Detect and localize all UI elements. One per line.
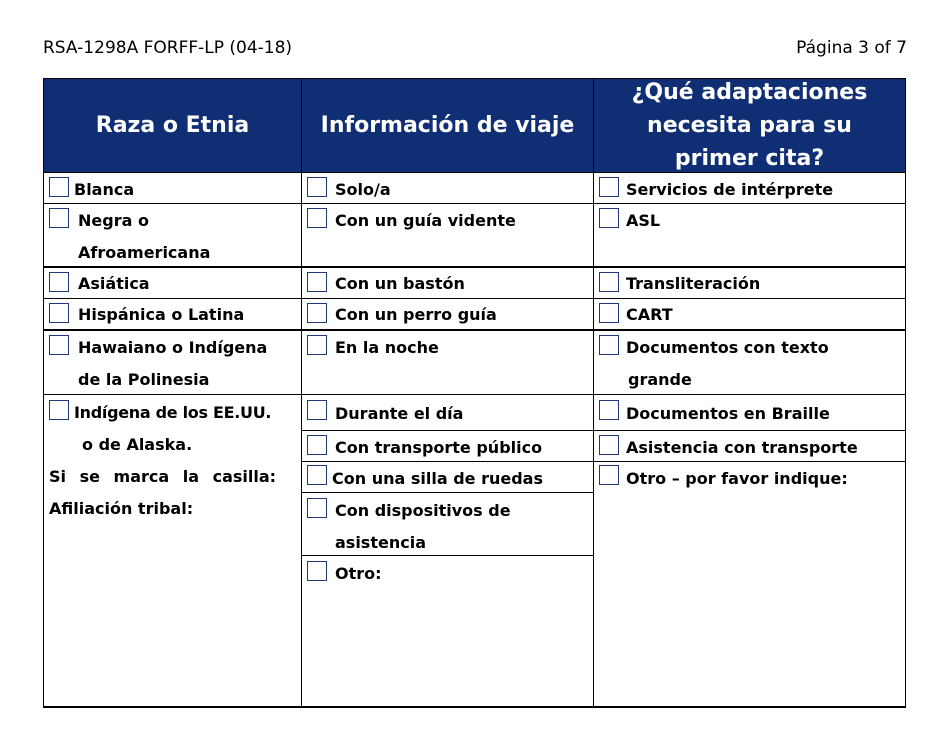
- option-label: Blanca: [74, 180, 135, 199]
- travel-option-otro[interactable]: [302, 556, 593, 706]
- option-label: Asiática: [78, 274, 150, 293]
- travel-option-transporte-publico[interactable]: [302, 431, 593, 461]
- option-label: Transliteración: [626, 274, 761, 293]
- column-header-accommodations: ¿Qué adaptaciones necesita para su primer cita?: [593, 79, 905, 172]
- option-label: Documentos con texto: [626, 338, 829, 357]
- checkbox[interactable]: [49, 208, 69, 228]
- option-label: ASL: [626, 211, 661, 230]
- checkbox[interactable]: [307, 498, 327, 518]
- race-option-asiatica[interactable]: [44, 267, 301, 298]
- checkbox[interactable]: [599, 335, 619, 355]
- option-label-line2: de la Polinesia: [78, 370, 210, 389]
- option-label: Con dispositivos de: [335, 501, 511, 520]
- option-label: Hispánica o Latina: [78, 305, 245, 324]
- option-label: Hawaiano o Indígena: [78, 338, 268, 357]
- checkbox[interactable]: [307, 400, 327, 420]
- checkbox[interactable]: [599, 208, 619, 228]
- race-option-indigena[interactable]: [44, 395, 301, 706]
- travel-option-guia-vidente[interactable]: [302, 203, 593, 266]
- checkbox[interactable]: [307, 465, 327, 485]
- checkbox[interactable]: [307, 303, 327, 323]
- checkbox[interactable]: [599, 177, 619, 197]
- checkbox[interactable]: [599, 400, 619, 420]
- accommodations-column: [594, 172, 905, 706]
- race-option-blanca[interactable]: [44, 172, 301, 203]
- checkbox[interactable]: [599, 435, 619, 455]
- option-label: En la noche: [335, 338, 439, 357]
- travel-option-silla-ruedas[interactable]: [302, 462, 593, 492]
- checkbox[interactable]: [49, 335, 69, 355]
- checkbox[interactable]: [307, 208, 327, 228]
- checkbox[interactable]: [307, 335, 327, 355]
- form-id: RSA-1298A FORFF-LP (04-18): [43, 38, 293, 58]
- accommodation-option-transliteracion[interactable]: [594, 267, 905, 298]
- option-label: Documentos en Braille: [626, 404, 830, 423]
- option-label: Asistencia con transporte: [626, 438, 858, 457]
- option-label: CART: [626, 305, 673, 324]
- option-label: Otro – por favor indique:: [626, 469, 848, 488]
- column-header-race: Raza o Etnia: [44, 79, 301, 172]
- page-number: Página 3 of 7: [796, 38, 907, 58]
- option-label: Indígena de los EE.UU.: [74, 403, 272, 422]
- accommodation-option-asistencia-transporte[interactable]: [594, 431, 905, 461]
- option-label: Negra o: [78, 211, 149, 230]
- checkbox[interactable]: [599, 303, 619, 323]
- option-label: Servicios de intérprete: [626, 180, 834, 199]
- option-label: Durante el día: [335, 404, 464, 423]
- option-label-line2: asistencia: [335, 533, 426, 552]
- option-label: Con un guía vidente: [335, 211, 516, 230]
- option-label-line2: Afroamericana: [78, 243, 211, 262]
- travel-option-baston[interactable]: [302, 267, 593, 298]
- option-label: Con una silla de ruedas: [332, 469, 543, 488]
- checkbox[interactable]: [599, 272, 619, 292]
- race-column: [44, 172, 301, 706]
- travel-option-solo[interactable]: [302, 172, 593, 203]
- option-label: Solo/a: [335, 180, 391, 199]
- checkbox[interactable]: [49, 400, 69, 420]
- checkbox[interactable]: [49, 177, 69, 197]
- accommodation-option-otro[interactable]: [594, 462, 905, 706]
- race-option-hawaiano[interactable]: [44, 330, 301, 394]
- column-header-travel: Información de viaje: [301, 79, 593, 172]
- option-label-line2: grande: [628, 370, 692, 389]
- checkbox[interactable]: [307, 177, 327, 197]
- travel-option-perro-guia[interactable]: [302, 298, 593, 329]
- travel-option-dispositivos[interactable]: [302, 493, 593, 555]
- accommodation-option-braille[interactable]: [594, 395, 905, 430]
- accommodation-option-interprete[interactable]: [594, 172, 905, 203]
- intake-table: [43, 78, 906, 708]
- tribal-note: Si se marca la casilla:: [49, 467, 277, 486]
- travel-option-dia[interactable]: [302, 395, 593, 430]
- race-option-negra[interactable]: [44, 203, 301, 266]
- accommodation-option-cart[interactable]: [594, 298, 905, 329]
- race-option-hispanica[interactable]: [44, 298, 301, 329]
- checkbox[interactable]: [307, 272, 327, 292]
- option-label: Con un perro guía: [335, 305, 497, 324]
- tribal-affiliation-label: Afiliación tribal:: [49, 499, 194, 518]
- checkbox[interactable]: [599, 465, 619, 485]
- accommodation-option-texto-grande[interactable]: [594, 330, 905, 394]
- option-label-line2: o de Alaska.: [82, 435, 193, 454]
- accommodation-option-asl[interactable]: [594, 203, 905, 266]
- option-label: Con transporte público: [335, 438, 543, 457]
- option-label: Con un bastón: [335, 274, 465, 293]
- travel-option-noche[interactable]: [302, 330, 593, 394]
- checkbox[interactable]: [307, 435, 327, 455]
- page-header: [43, 38, 907, 62]
- checkbox[interactable]: [49, 272, 69, 292]
- checkbox[interactable]: [49, 303, 69, 323]
- checkbox[interactable]: [307, 561, 327, 581]
- option-label: Otro:: [335, 564, 382, 583]
- travel-column: [302, 172, 593, 706]
